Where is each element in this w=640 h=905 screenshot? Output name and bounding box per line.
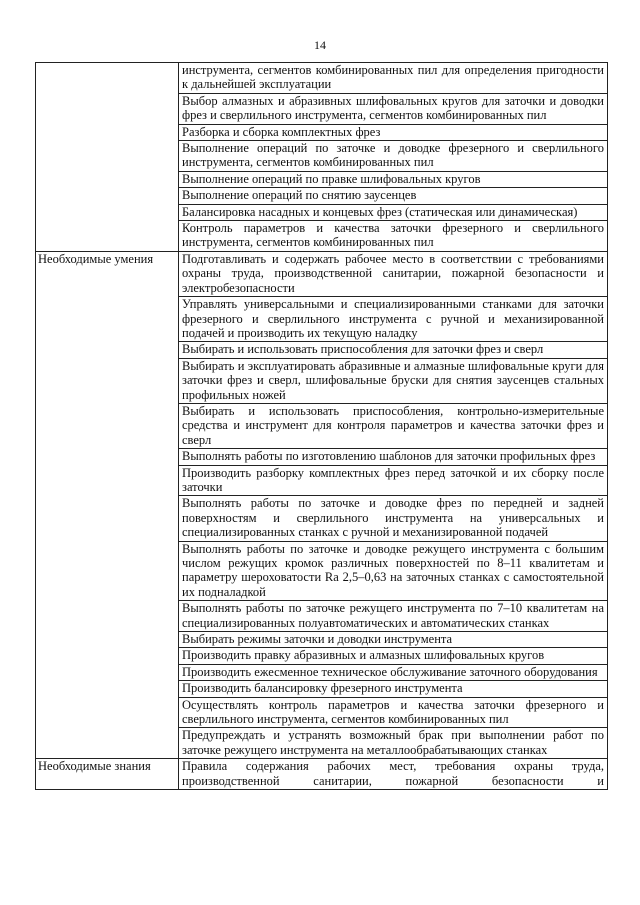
- requirement-item: Контроль параметров и качества заточки фрезерного и сверлильного инструмента, сегментов комбинированных пил: [179, 221, 608, 252]
- requirement-item: Балансировка насадных и концевых фрез (статическая или динамическая): [179, 204, 608, 220]
- table-row: [36, 251, 608, 296]
- requirement-item: Подготавливать и содержать рабочее место в соответствии с требованиями охраны труда, производственной санитарии, пожарной безопасности и электробезопасности: [179, 251, 608, 296]
- requirement-item: инструмента, сегментов комбинированных пил для определения пригодности к дальнейшей эксплуатации: [179, 63, 608, 94]
- requirement-item: Управлять универсальными и специализированными станками для заточки фрезерного и сверлильного инструмента с ручной и механизированной подачей и производить их текущую наладку: [179, 297, 608, 342]
- requirement-item: Правила содержания рабочих мест, требования охраны труда, производственной санитарии, пожарной безопасности и: [179, 759, 608, 790]
- page-number: 14: [314, 38, 326, 52]
- requirement-item: Выбор алмазных и абразивных шлифовальных кругов для заточки и доводки фрез и сверлильного инструмента, сегментов комбинированных пил: [179, 93, 608, 124]
- requirement-item: Выполнять работы по заточке режущего инструмента по 7–10 квалитетам на специализированных полуавтоматических и автоматических станках: [179, 601, 608, 632]
- section-label: [36, 63, 179, 252]
- section-label: Необходимые умения: [36, 251, 179, 758]
- requirements-table: [35, 62, 608, 790]
- requirement-item: Выбирать и использовать приспособления для заточки фрез и сверл: [179, 342, 608, 358]
- requirement-item: Выполнение операций по снятию заусенцев: [179, 188, 608, 204]
- requirement-item: Выбирать и эксплуатировать абразивные и алмазные шлифовальные круги для заточки фрез и сверл, шлифовальные бруски для снятия заусенцев стальных профильных ножей: [179, 358, 608, 403]
- requirement-item: Производить правку абразивных и алмазных шлифовальных кругов: [179, 648, 608, 664]
- requirement-item: Выполнять работы по изготовлению шаблонов для заточки профильных фрез: [179, 449, 608, 465]
- requirement-item: Выбирать режимы заточки и доводки инструмента: [179, 632, 608, 648]
- requirement-item: Выполнение операций по заточке и доводке фрезерного и сверлильного инструмента, сегментов комбинированных пил: [179, 141, 608, 172]
- section-label: Необходимые знания: [36, 759, 179, 790]
- requirement-item: Производить балансировку фрезерного инструмента: [179, 681, 608, 697]
- requirement-item: Выполнение операций по правке шлифовальных кругов: [179, 171, 608, 187]
- requirement-item: Разборка и сборка комплектных фрез: [179, 124, 608, 140]
- table-row: [36, 63, 608, 94]
- requirement-item: Производить ежесменное техническое обслуживание заточного оборудования: [179, 664, 608, 680]
- requirement-item: Выполнять работы по заточке и доводке режущего инструмента с большим числом режущих кромок различных поверхностей по 8–11 квалитетам и параметру шероховатости Ra 2,5–0,63 на заточных станках с самостоятельной их подналадкой: [179, 541, 608, 601]
- table-row: [36, 759, 608, 790]
- requirement-item: Выполнять работы по заточке и доводке фрез по передней и задней поверхностям и сверлильного инструмента на универсальных и специализированных станках с ручной и механизированной подачей: [179, 496, 608, 541]
- requirement-item: Осуществлять контроль параметров и качества заточки фрезерного и сверлильного инструмента, сегментов комбинированных пил: [179, 697, 608, 728]
- requirement-item: Предупреждать и устранять возможный брак при выполнении работ по заточке режущего инструмента на металлообрабатывающих станках: [179, 728, 608, 759]
- requirement-item: Выбирать и использовать приспособления, контрольно-измерительные средства и инструмент для контроля параметров и качества заточки фрез и сверл: [179, 403, 608, 448]
- requirement-item: Производить разборку комплектных фрез перед заточкой и их сборку после заточки: [179, 465, 608, 496]
